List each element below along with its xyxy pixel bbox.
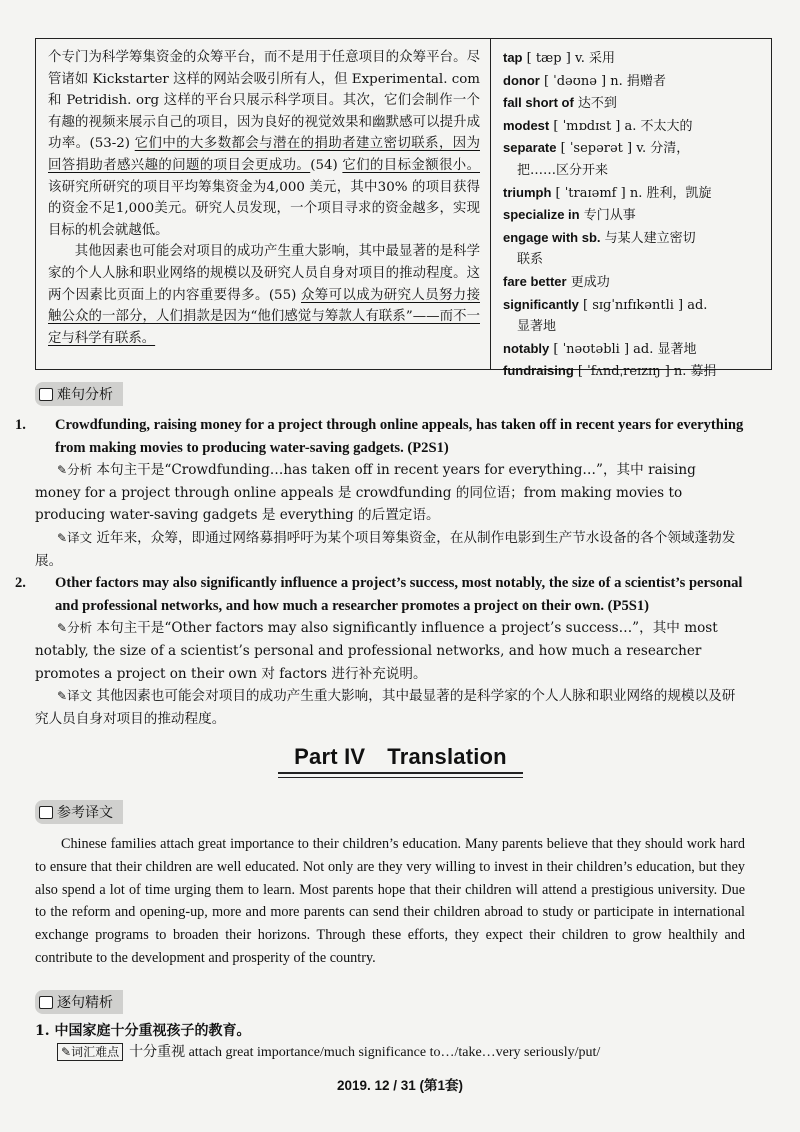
translation-label: ✎译文 — [57, 688, 93, 704]
difficult-sentence — [15, 414, 745, 459]
vocab-label-box: ✎词汇难点 — [57, 1043, 123, 1061]
vocab-definition-cont: 把……区分开来 — [517, 162, 609, 178]
underlined-sentence: 众筹可以成为研究人员努力接触公众的一部分，人们捐款是因为“他们感觉与筹款人有联系”——而不一定与科学有联系。 — [48, 287, 480, 346]
analysis-label: ✎分析 — [57, 620, 93, 636]
vocab-item — [503, 70, 763, 93]
vocab-word: fall short of — [503, 95, 574, 111]
vocab-definition: [ tæp ] v. 采用 — [522, 51, 616, 66]
vocab-item — [503, 294, 763, 338]
vocab-definition: 专门从事 — [579, 208, 636, 224]
reference-translation: Chinese families attach great importance to their children’s education. Many parents believe that they should work hard to ensure that their children are well educated. Not only are they very willing to invest in their children’s education, but they also spend a lot of time urging them to learn. Most parents hope that their children will attend a prestigious university. Due to the reform and opening-up, more and more parents can send their children abroad to study or participate in international exchange programs to broaden their horizons. Through these efforts, they expect their children to grow healthily and contribute to the development and prosperity of the country. — [35, 836, 745, 966]
analysis-text: ✎分析 本句主干是“Crowdfunding…has taken off in recent years for everything…”，其中 raising money for a project through online appeals 是 crowdfunding 的同位语；from making movies to producing water-saving gadgets 是 everything 的后置定语。 — [35, 462, 696, 524]
vocab-definition: [ ˈmɒdɪst ] a. 不太大的 — [549, 118, 693, 134]
vocab-item — [503, 338, 763, 361]
section-tag-sentence: 逐句精析 — [35, 990, 123, 1014]
translation-text: ✎译文 近年来，众筹，即通过网络募捐呼吁为某个项目筹集资金，在从制作电影到生产节水设备的各个领域蓬勃发展。 — [35, 529, 736, 569]
vocab-item — [503, 227, 763, 271]
item-number: 2. — [15, 575, 26, 592]
translation-text: ✎译文 其他因素也可能会对项目的成功产生重大影响，其中最显著的是科学家的个人人脉和职业网络的规模以及研究人员自身对项目的推动程度。 — [35, 688, 736, 727]
vocab-definition-cont: 联系 — [517, 252, 544, 268]
vocab-word: fundraising — [503, 363, 574, 379]
translation-label: ✎译文 — [57, 529, 93, 545]
vocab-word: notably — [503, 340, 550, 356]
checkbox-icon — [39, 806, 53, 819]
vocab-definition: [ ˈdəʊnə ] n. 捐赠者 — [539, 73, 666, 89]
section-tag-difficult: 难句分析 — [35, 382, 123, 406]
vocab-item — [503, 115, 763, 138]
pencil-icon: ✎ — [57, 621, 68, 636]
vocabulary-list — [491, 39, 771, 380]
pencil-icon: ✎ — [57, 463, 68, 478]
vocab-word: triumph — [503, 184, 552, 200]
vocab-item — [503, 360, 763, 383]
part-title: Part IV Translation — [278, 744, 523, 774]
item-number: 1. — [15, 417, 26, 433]
analysis-label: ✎分析 — [57, 462, 93, 478]
vocab-word: engage with sb. — [503, 229, 601, 245]
difficult-sentence — [15, 572, 745, 617]
vocab-word: modest — [503, 117, 550, 133]
sentence-analysis — [35, 1020, 745, 1064]
pencil-icon: ✎ — [57, 530, 68, 545]
chinese-passage — [36, 39, 491, 369]
vocab-definition: [ ˈtraɪəmf ] n. 胜利，凯旋 — [551, 185, 712, 201]
vocab-word: separate — [503, 140, 557, 156]
vocab-definition: [ sɪɡˈnɪfɪkəntli ] ad. — [578, 297, 708, 313]
difficult-sentences — [15, 414, 745, 730]
vocab-note: ✎词汇难点 十分重视 attach great importance/much significance to…/take…very seriously/put/ — [35, 1042, 745, 1064]
passage-box — [35, 38, 772, 380]
vocab-item — [503, 47, 763, 70]
vocab-definition: 与某人建立密切 — [600, 230, 696, 246]
vocab-item — [503, 204, 763, 227]
passage-paragraph-2: 其他因素也可能会对项目的成功产生重大影响，其中最显著的是科学家的个人人脉和职业网络的规模以及研究人员自身对项目的推动程度。这两个因素比页面上的内容重要得多。(55) 众筹可以成为研究人员努力接触公众的一部分，人们捐款是因为“他们感觉与筹款人有联系”——而不一定与科学有联系。 — [48, 244, 480, 346]
sentence-text: Crowdfunding, raising money for a project through online appeals, has taken off in recent years for everything from making movies to producing water-saving gadgets. (P2S1) — [55, 417, 744, 456]
book-icon — [39, 388, 53, 401]
sentence-item: 1. 中国家庭十分重视孩子的教育。 — [35, 1023, 251, 1039]
underlined-sentence: 它们中的大多数都会与潜在的捐助者建立密切联系，因为回答捐助者感兴趣的问题的项目会更成功。 — [48, 136, 480, 173]
passage-paragraph-1: 个专门为科学筹集资金的众筹平台，而不是用于任意项目的众筹平台。尽管诸如 Kickstarter 这样的网站会吸引所有人，但 Experimental. com和 Petridish. org 这样的平台只展示科学项目。其次，它们会制作一个有趣的视频来展示自己的项目，因为良好的视觉效果和幽默感可以提升成功率。(53-2) 它们中的大多数都会与潜在的捐助者建立密切联系，因为回答捐助者感兴趣的问题的项目会更成功。(54) 它们的目标金额很小。该研究所研究的项目平均筹集资金为4,000 美元，其中30% 的项目获得的资金不足1,000美元。研究人员发现，一个项目寻求的资金越多，实现目标的机会就越低。 — [48, 50, 480, 238]
vocab-item — [503, 92, 763, 115]
vocab-item — [503, 182, 763, 205]
underlined-sentence: 它们的目标金额很小。 — [342, 157, 480, 173]
vocab-word: significantly — [503, 296, 579, 312]
vocab-definition: 达不到 — [573, 96, 617, 112]
vocab-definition: 更成功 — [566, 274, 610, 290]
vocab-word: specialize in — [503, 207, 580, 223]
page-footer: 2019. 12 / 31 (第1套) — [336, 1078, 464, 1093]
analysis-text: ✎分析 本句主干是“Other factors may also significantly influence a project’s success…”，其中 most notably, the size of a scientist’s personal and professional networks, and how much a researcher promotes a project on their own 对 factors 进行补充说明。 — [35, 620, 718, 682]
vocab-item — [503, 271, 763, 294]
vocab-word: tap — [503, 50, 523, 65]
section-tag-reference: 参考译文 — [35, 800, 123, 824]
vocab-word: donor — [503, 72, 540, 88]
pencil-icon: ✎ — [57, 689, 68, 704]
sentence-text: Other factors may also significantly influence a project’s success, most notably, the size of a scientist’s personal and professional networks, and how much a researcher promotes a project on their own. (P5S1) — [55, 575, 743, 614]
vocab-definition: [ ˈsepərət ] v. 分清， — [556, 141, 690, 157]
pencil-icon: ✎ — [61, 1045, 72, 1059]
vocab-item — [503, 137, 763, 181]
book-icon — [39, 996, 53, 1009]
vocab-definition-cont: 显著地 — [517, 319, 557, 335]
vocab-definition: [ ˈfʌndˌreɪzɪŋ ] n. 募捐 — [573, 364, 717, 380]
vocab-definition: [ ˈnəʊtəbli ] ad. 显著地 — [549, 341, 697, 357]
vocab-word: fare better — [503, 273, 567, 289]
